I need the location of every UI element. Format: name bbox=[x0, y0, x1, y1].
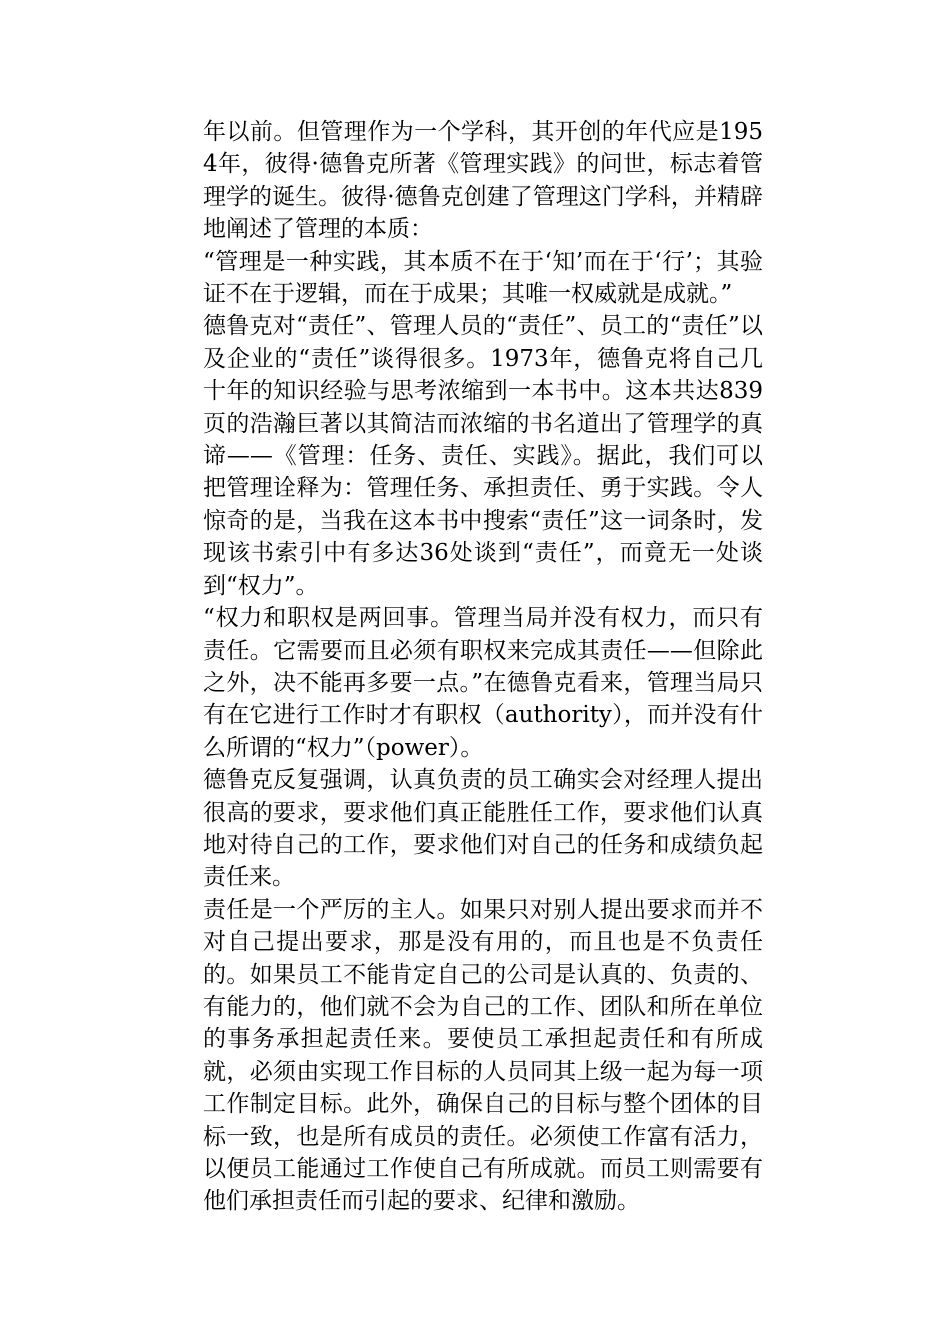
paragraph-employee-demands: 德鲁克反复强调，认真负责的员工确实会对经理人提出很高的要求，要求他们真正能胜任工作，要求他们认真地对待自己的工作，要求他们对自己的任务和成绩负起责任来。 bbox=[203, 767, 763, 891]
paragraph-power-authority: “权力和职权是两回事。管理当局并没有权力，而只有责任。它需要而且必须有职权来完成其责任——但除此之外，决不能再多要一点。”在德鲁克看来，管理当局只有在它进行工作时才有职权（authority），而并没有什么所谓的“权力”（power）。 bbox=[203, 605, 763, 761]
paragraph-intro: 年以前。但管理作为一个学科，其开创的年代应是1954年，彼得·德鲁克所著《管理实践》的问世，标志着管理学的诞生。彼得·德鲁克创建了管理这门学科，并精辟地阐述了管理的本质： bbox=[203, 119, 763, 243]
paragraph-responsibility-book: 德鲁克对“责任”、管理人员的“责任”、员工的“责任”以及企业的“责任”谈得很多。1973年，德鲁克将自己几十年的知识经验与思考浓缩到一本书中。这本共达839页的浩瀚巨著以其简洁而浓缩的书名道出了管理学的真谛——《管理：任务、责任、实践》。据此，我们可以把管理诠释为：管理任务、承担责任、勇于实践。令人惊奇的是，当我在这本书中搜索“责任”这一词条时，发现该书索引中有多达36处谈到“责任”，而竟无一处谈到“权力”。 bbox=[203, 313, 763, 599]
paragraph-responsibility-master: 责任是一个严厉的主人。如果只对别人提出要求而并不对自己提出要求，那是没有用的，而且也是不负责任的。如果员工不能肯定自己的公司是认真的、负责的、有能力的，他们就不会为自己的工作、团队和所在单位的事务承担起责任来。要使员工承担起责任和有所成就，必须由实现工作目标的人员同其上级一起为每一项工作制定目标。此外，确保自己的目标与整个团体的目标一致，也是所有成员的责任。必须使工作富有活力，以便员工能通过工作使自己有所成就。而员工则需要有他们承担责任而引起的要求、纪律和激励。 bbox=[203, 896, 763, 1215]
paragraph-quote-management: “管理是一种实践，其本质不在于‘知’而在于‘行’；其验证不在于逻辑，而在于成果；其唯一权威就是成就。” bbox=[203, 248, 763, 308]
body-text bbox=[203, 116, 763, 1218]
